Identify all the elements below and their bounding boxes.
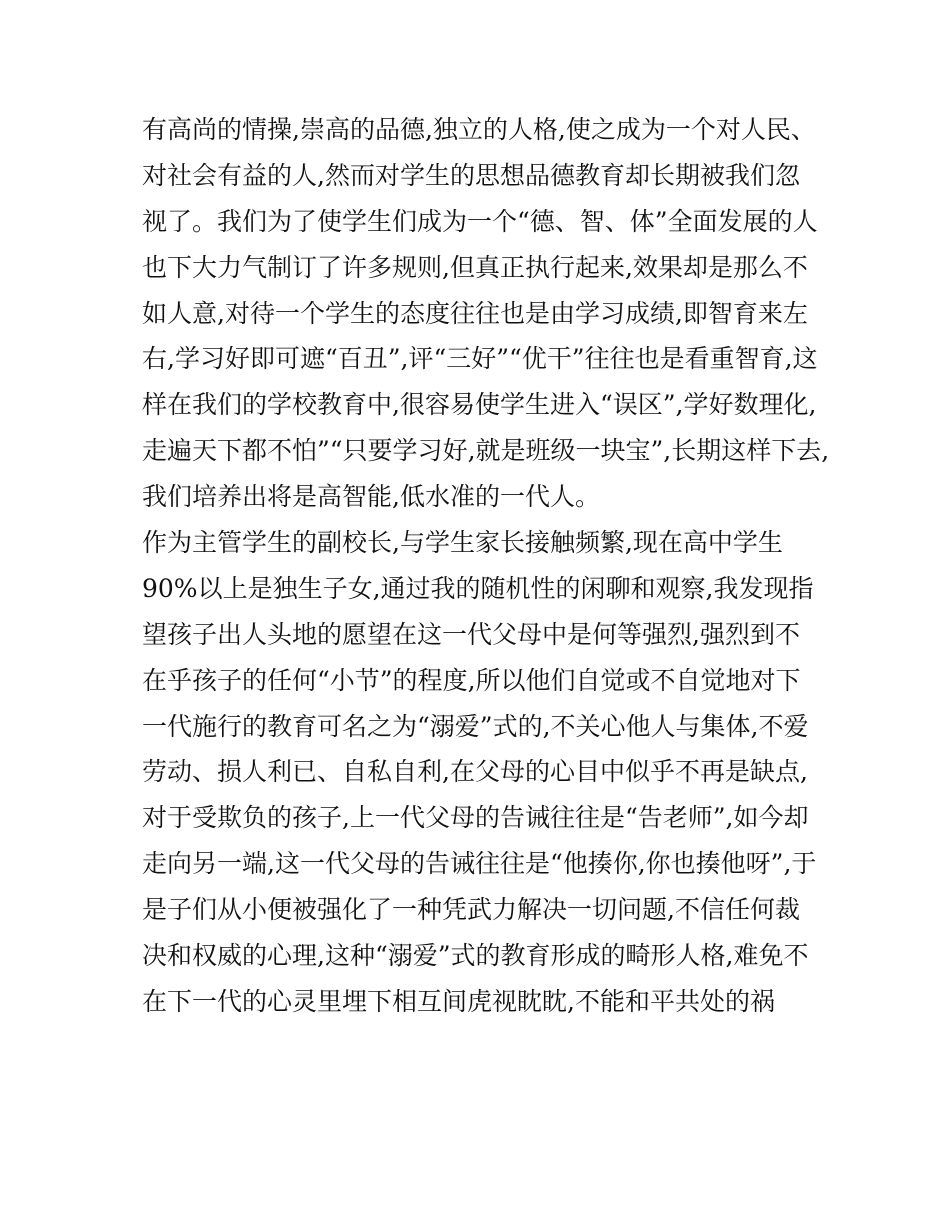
text-line: 作为主管学生的副校长,与学生家长接触频繁,现在高中学生	[142, 528, 783, 558]
text-line: 有高尚的情操,崇高的品德,独立的人格,使之成为一个对人民、	[142, 115, 816, 144]
text-line: 右,学习好即可遮“百丑”,评“三好”“优干”往往也是看重智育,这	[142, 344, 818, 374]
text-line: 决和权威的心理,这种“溺爱”式的教育形成的畸形人格,难免不	[142, 941, 809, 971]
text-line: 如人意,对待一个学生的态度往往也是由学习成绩,即智育来左	[142, 298, 808, 328]
text-line: 劳动、损人利已、自私自利,在父母的心目中似乎不再是缺点,	[142, 757, 808, 787]
text-line: 在下一代的心灵里埋下相互间虎视眈眈,不能和平共处的祸	[142, 986, 775, 1016]
text-line: 视了。我们为了使学生们成为一个“德、智、体”全面发展的人	[142, 206, 818, 236]
text-line: 走遍天下都不怕”“只要学习好,就是班级一块宝”,长期这样下去,	[142, 436, 830, 466]
text-line: 对于受欺负的孩子,上一代父母的告诫往往是“告老师”,如今却	[142, 803, 809, 833]
text-line: 也下大力气制订了许多规则,但真正执行起来,效果却是那么不	[142, 252, 808, 282]
text-line: 走向另一端,这一代父母的告诫往往是“他揍你,你也揍他呀”,于	[142, 849, 817, 879]
text-line: 对社会有益的人,然而对学生的思想品德教育却长期被我们忽	[142, 160, 800, 190]
text-line: 样在我们的学校教育中,很容易使学生进入“误区”,学好数理化,	[142, 390, 817, 420]
text-line: 90%以上是独生子女,通过我的随机性的闲聊和观察,我发现指	[142, 573, 814, 603]
text-line: 是子们从小便被强化了一种凭武力解决一切问题,不信任何裁	[142, 895, 800, 925]
text-line: 望孩子出人头地的愿望在这一代父母中是何等强烈,强烈到不	[142, 619, 800, 649]
text-line: 在乎孩子的任何“小节”的程度,所以他们自觉或不自觉地对下	[142, 665, 801, 695]
body-text	[142, 107, 830, 1025]
text-line: 我们培养出将是高智能,低水准的一代人。	[142, 482, 600, 512]
text-line: 一代施行的教育可名之为“溺爱”式的,不关心他人与集体,不爱	[142, 711, 809, 741]
